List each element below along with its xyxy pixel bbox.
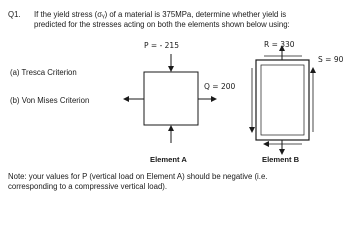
- element-a-label: Element A: [150, 155, 187, 164]
- element-b-inner-square: [261, 65, 304, 135]
- element-b-label: Element B: [262, 155, 300, 164]
- load-q-label: Q = 200: [204, 82, 236, 91]
- load-r-label: R = 330: [264, 40, 295, 49]
- load-s-label: S = 90: [318, 55, 344, 64]
- element-b-square: [256, 60, 309, 140]
- question-text-line-2: predicted for the stresses acting on both the elements shown below using:: [34, 20, 290, 29]
- load-p-label: P = - 215: [144, 41, 179, 50]
- note-text: [8, 172, 348, 192]
- question-number: Q1.: [8, 10, 21, 19]
- note-line-1: Note: your values for P (vertical load on Element A) should be negative (i.e.: [8, 172, 268, 181]
- note-line-2: corresponding to a compressive vertical load).: [8, 182, 168, 191]
- question-text-line-1: If the yield stress (σᵧ) of a material is 375MPa, determine whether yield is: [34, 10, 287, 19]
- part-a-label: (a) Tresca Criterion: [10, 68, 77, 77]
- part-b-label: (b) Von Mises Criterion: [10, 96, 90, 105]
- element-a-square: [144, 72, 198, 125]
